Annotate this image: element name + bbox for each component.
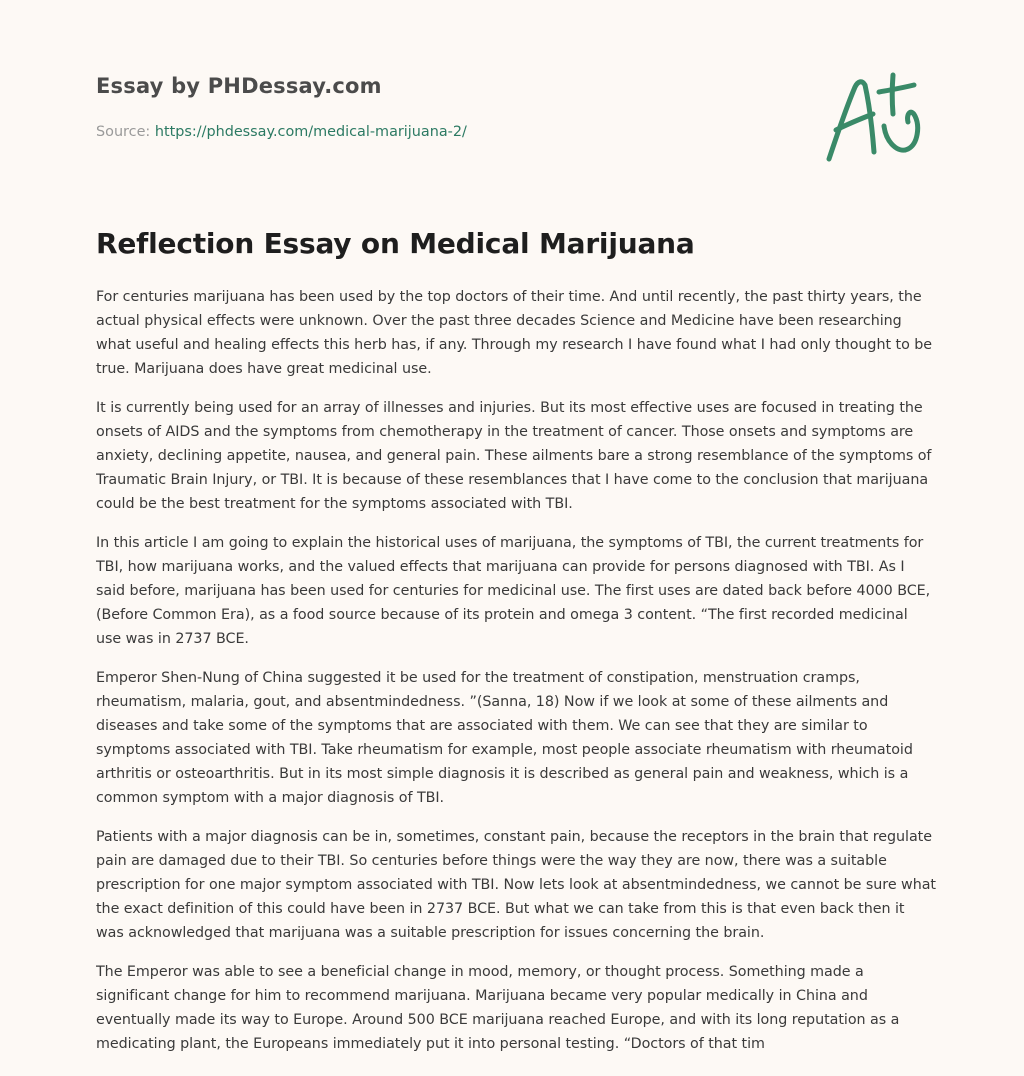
essay-paragraph: Patients with a major diagnosis can be in, sometimes, constant pain, because the receptors in the brain that regulate pain are damaged due to their TBI. So centuries before things were the way they are now, there was a suitable prescription for one major symptom associated with TBI. Now lets look at absentmindedness, we cannot be sure what the exact definition of this could have been in 2737 BCE. But what we can take from this is that even back then it was acknowledged that marijuana was a suitable prescription for issues concerning the brain. <box>96 829 936 941</box>
source-label: Source: <box>96 124 151 140</box>
essay-body <box>96 285 936 1061</box>
a-plus-logo-icon <box>822 68 926 164</box>
essay-paragraph: Emperor Shen-Nung of China suggested it be used for the treatment of constipation, menstruation cramps, rheumatism, malaria, gout, and absentmindedness. ”(Sanna, 18) Now if we look at some of these ailments and diseases and take some of the symptoms that are associated with them. We can see that they are similar to symptoms associated with TBI. Take rheumatism for example, most people associate rheumatism with rheumatoid arthritis or osteoarthritis. But in its most simple diagnosis it is described as general pain and weakness, which is a common symptom with a major diagnosis of TBI. <box>96 670 913 806</box>
header <box>96 74 928 140</box>
site-brand: Essay by PHDessay.com <box>96 74 382 98</box>
essay-paragraph: The Emperor was able to see a beneficial change in mood, memory, or thought process. Something made a significant change for him to recommend marijuana. Marijuana became very popular medically in China and eventually made its way to Europe. Around 500 BCE marijuana reached Europe, and with its long reputation as a medicating plant, the Europeans immediately put it into personal testing. “Doctors of that tim <box>96 964 900 1052</box>
source-link[interactable]: https://phdessay.com/medical-marijuana-2/ <box>154 124 467 140</box>
essay-paragraph: For centuries marijuana has been used by the top doctors of their time. And until recently, the past thirty years, the actual physical effects were unknown. Over the past three decades Science and Medicine have been researching what useful and healing effects this herb has, if any. Through my research I have found what I had only thought to be true. Marijuana does have great medicinal use. <box>96 289 933 377</box>
source-line <box>96 124 467 140</box>
essay-paragraph: In this article I am going to explain the historical uses of marijuana, the symptoms of TBI, the current treatments for TBI, how marijuana works, and the valued effects that marijuana can provide for persons diagnosed with TBI. As I said before, marijuana has been used for centuries for medicinal use. The first uses are dated back before 4000 BCE, (Before Common Era), as a food source because of its protein and omega 3 content. “The first recorded medicinal use was in 2737 BCE. <box>96 535 931 647</box>
essay-title: Reflection Essay on Medical Marijuana <box>96 227 695 260</box>
essay-paragraph: It is currently being used for an array of illnesses and injuries. But its most effective uses are focused in treating the onsets of AIDS and the symptoms from chemotherapy in the treatment of cancer. Those onsets and symptoms are anxiety, declining appetite, nausea, and general pain. These ailments bare a strong resemblance of the symptoms of Traumatic Brain Injury, or TBI. It is because of these resemblances that I have come to the conclusion that marijuana could be the best treatment for the symptoms associated with TBI. <box>96 400 932 512</box>
